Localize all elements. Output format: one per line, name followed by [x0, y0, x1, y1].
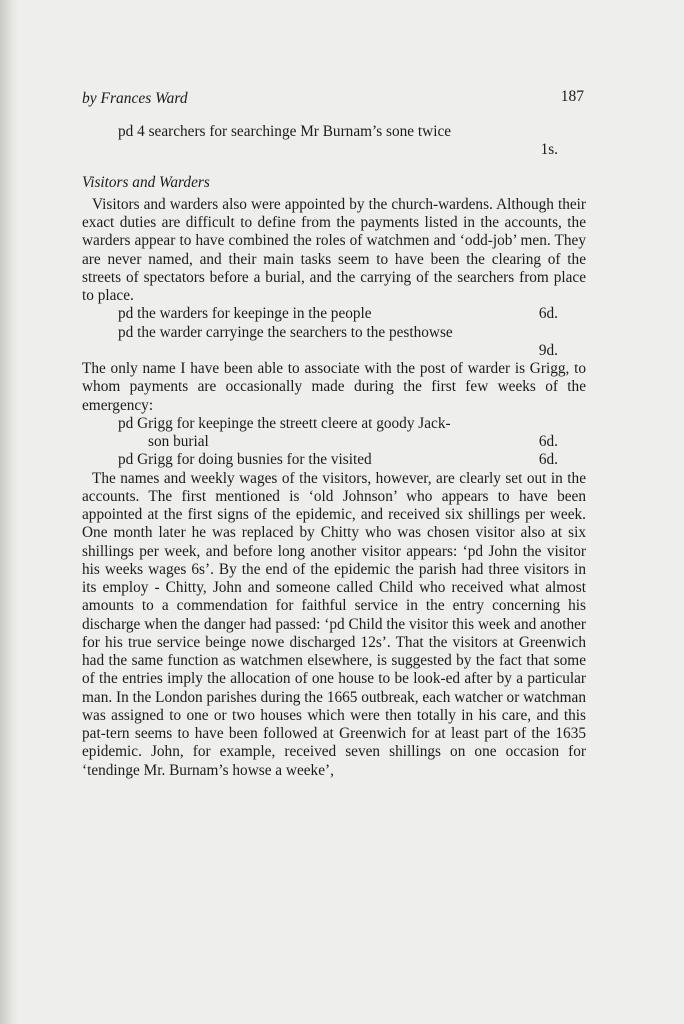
- account-entry-pesthowse: [82, 324, 586, 361]
- account-entry-amount: 6d.: [538, 305, 558, 323]
- account-entry-burnam: [82, 123, 586, 160]
- account-entry-amount: 6d.: [538, 451, 558, 469]
- paragraph-grigg: The only name I have been able to associate with the post of warder is Grigg, to whom payments are occasionally made during the first few weeks of the emergency:: [82, 360, 586, 414]
- account-entry-text-continued: son burial: [148, 433, 209, 450]
- running-head: by Frances Ward: [82, 90, 188, 107]
- account-entry-amount: 1s.: [540, 141, 558, 159]
- account-entry-warders: [82, 305, 586, 323]
- account-entry-text: pd the warders for keepinge in the people: [118, 305, 372, 323]
- page-header: [82, 90, 586, 112]
- account-entry-grigg-street: [82, 415, 586, 452]
- page-number: 187: [560, 88, 584, 105]
- account-entry-text: pd Grigg for doing busnies for the visited: [118, 451, 372, 469]
- account-entry-text: pd 4 searchers for searchinge Mr Burnam’s sone twice: [118, 123, 452, 140]
- paragraph-visitors: The names and weekly wages of the visitors, however, are clearly set out in the accounts. The first mentioned is ‘old Johnson’ who appears to have been appointed at the first signs of the epidemic, and received six shillings per week. One month later he was replaced by Chitty who was chosen visitor also at six shillings per week, and before long another visitor appears: ‘pd John the visitor his weeks wages 6s’. By the end of the epidemic the parish had three visitors in its employ - Chitty, John and someone called Child who received what almost amounts to a commendation for faithful service in the entry concerning his discharge when the danger had passed: ‘pd Child the visitor this week and another for his true service beinge nowe discharged 12s’. That the visitors at Greenwich had the same function as watchmen elsewhere, is suggested by the fact that some of the entries imply the allocation of one house to be look-ed after by a particular man. In the London parishes during the 1665 outbreak, each watcher or watchman was assigned to one or two houses which were then totally in his care, and this pat-tern seems to have been followed at Greenwich for at least part of the 1635 epidemic. John, for example, received seven shillings on one occasion for ‘tendinge Mr. Burnam’s howse a weeke’,: [82, 469, 586, 779]
- book-page: [82, 90, 586, 780]
- account-entry-continuation: [118, 433, 586, 451]
- account-entry-amount: 6d.: [538, 433, 558, 450]
- account-entry-amount: 9d.: [538, 341, 558, 359]
- account-entry-text: pd Grigg for keepinge the streett cleere at goody Jack-: [118, 414, 451, 432]
- section-heading: Visitors and Warders: [82, 173, 210, 191]
- page-gutter-shadow: [0, 0, 18, 1024]
- account-entry-grigg-visited: [82, 451, 586, 469]
- account-entry-text: pd the warder carryinge the searchers to the pesthowse: [118, 323, 453, 341]
- paragraph-warders-intro: Visitors and warders also were appointed by the church-wardens. Although their exact duties are difficult to define from the payments listed in the accounts, the warders appear to have combined the roles of watchmen and ‘odd-job’ men. They are never named, and their main tasks seem to have been the clearing of the streets of spectators before a burial, and the carrying of the searchers from place to place.: [82, 195, 586, 304]
